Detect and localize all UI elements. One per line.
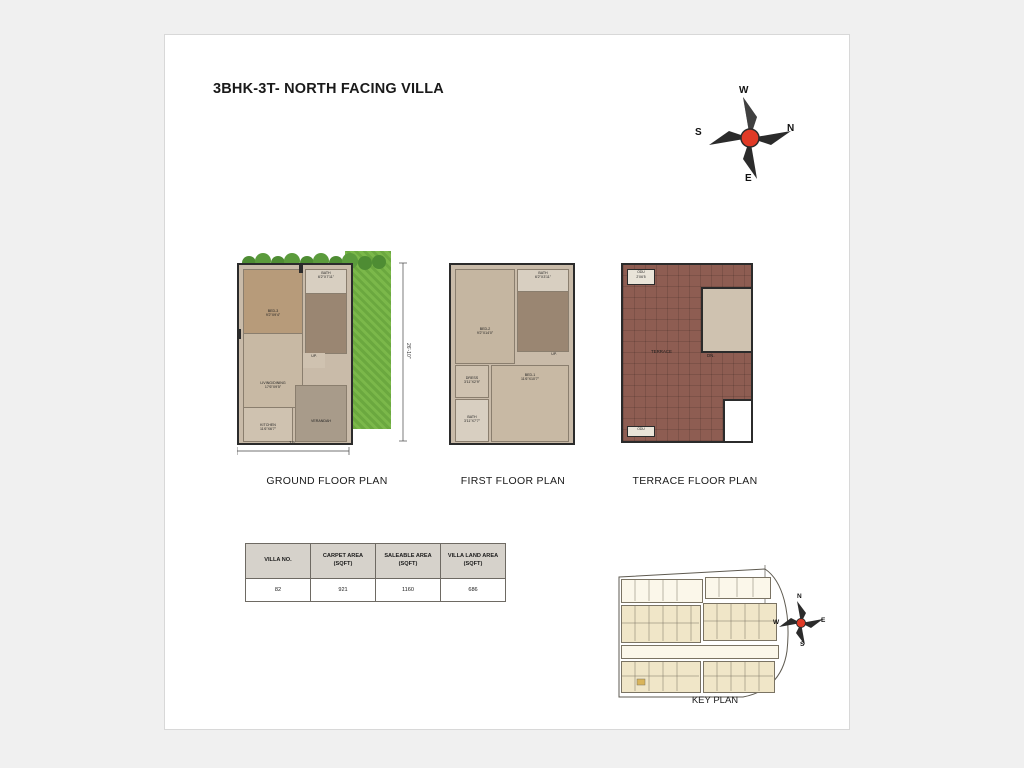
cell-carpet-area: 921 — [311, 579, 376, 602]
key-compass-label-top: N — [797, 593, 802, 600]
room-size-bath-first-bottom: 3'11"X7'7" — [463, 419, 481, 424]
table-header-carpet-area: CARPET AREA (SQFT) — [311, 544, 376, 579]
room-size-kitchen: 11'6"X6'7" — [259, 427, 277, 432]
first-floor-plan — [443, 251, 583, 447]
ground-floor-plan — [237, 251, 417, 447]
table-header-row — [246, 544, 506, 579]
room-label-bath-ground: BATH — [321, 271, 331, 275]
stair-up-label-ground: UP. — [303, 353, 325, 368]
cell-villa-no: 82 — [246, 579, 311, 602]
room-label-dress: DRESS — [465, 376, 479, 380]
compass-label-top: W — [739, 85, 749, 96]
room-bath-first-top — [517, 269, 569, 292]
area-table — [245, 543, 506, 602]
room-bath-first-bottom — [455, 399, 489, 442]
room-size-bath-ground: 6'2"X7'11" — [317, 275, 335, 280]
caption-first-floor: FIRST FLOOR PLAN — [460, 475, 566, 487]
room-label-bed-1: BED-1 — [524, 373, 536, 377]
table-header-villa-land-area: VILLA LAND AREA (SQFT) — [441, 544, 506, 579]
compass-label-bottom: E — [745, 173, 752, 184]
odu-unit-top — [627, 269, 655, 285]
room-label-bath-first-bottom: BATH — [467, 415, 477, 419]
terrace-label: TERRACE — [651, 349, 672, 354]
room-bed-1 — [491, 365, 569, 442]
odu-top-label: ODU — [637, 270, 645, 274]
odu-top-size: 2'X6'5 — [636, 275, 646, 280]
page-title: 3BHK-3T- NORTH FACING VILLA — [213, 81, 444, 97]
terrace-floor-plan — [615, 251, 765, 447]
terrace-notch — [723, 399, 751, 441]
dimension-depth: 26'-10" — [405, 343, 411, 359]
room-size-dress: 3'11"X2'9" — [463, 380, 481, 385]
stair-up-label-first: UP. — [551, 352, 557, 356]
compass-label-left: S — [695, 127, 702, 138]
cell-villa-land-area: 686 — [441, 579, 506, 602]
room-size-bath-first-top: 6'2"X3'11" — [534, 275, 552, 280]
caption-ground-floor: GROUND FLOOR PLAN — [266, 475, 388, 487]
staircase-first — [517, 291, 569, 352]
terrace-stair-down-label: DN. — [707, 353, 715, 358]
room-label-verandah: VERANDAH — [311, 419, 331, 423]
drawing-sheet — [164, 34, 850, 730]
room-label-kitchen: KITCHEN — [260, 423, 276, 427]
caption-key-plan: KEY PLAN — [691, 695, 739, 706]
table-header-saleable-area: SALEABLE AREA (SQFT) — [376, 544, 441, 579]
key-compass-label-left: W — [773, 619, 780, 626]
room-label-bed-3: BED-3 — [267, 309, 279, 313]
room-label-bath-first-top: BATH — [538, 271, 548, 275]
first-floor-shell — [449, 263, 575, 445]
caption-terrace-floor: TERRACE FLOOR PLAN — [632, 475, 758, 487]
key-plan-compass — [773, 595, 829, 651]
room-label-living-dining: LIVING/DINING — [260, 381, 286, 385]
key-compass-label-bottom: S — [800, 641, 805, 648]
compass-label-right: N — [787, 123, 795, 134]
odu-unit-bottom: ODU — [627, 426, 655, 437]
terrace-staircase — [701, 287, 753, 353]
dimension-width: 19' — [289, 441, 296, 447]
key-compass-label-right: E — [821, 617, 826, 624]
room-label-bed-2: BED-2 — [479, 327, 491, 331]
room-size-bed-3: 9'2"X9'4" — [265, 313, 281, 318]
room-size-bed-2: 9'2"X14'0" — [476, 331, 494, 336]
north-compass — [695, 83, 805, 193]
table-row — [246, 579, 506, 602]
room-bed-2 — [455, 269, 515, 364]
room-size-bed-1: 11'6"X10'7" — [520, 377, 540, 382]
room-dress — [455, 365, 489, 398]
dimension-lines — [237, 251, 417, 461]
room-size-living-dining: 17'6"X9'5" — [264, 385, 282, 390]
terrace-shell — [621, 263, 753, 443]
cell-saleable-area: 1160 — [376, 579, 441, 602]
table-header-villa-no: VILLA NO. — [246, 544, 311, 579]
